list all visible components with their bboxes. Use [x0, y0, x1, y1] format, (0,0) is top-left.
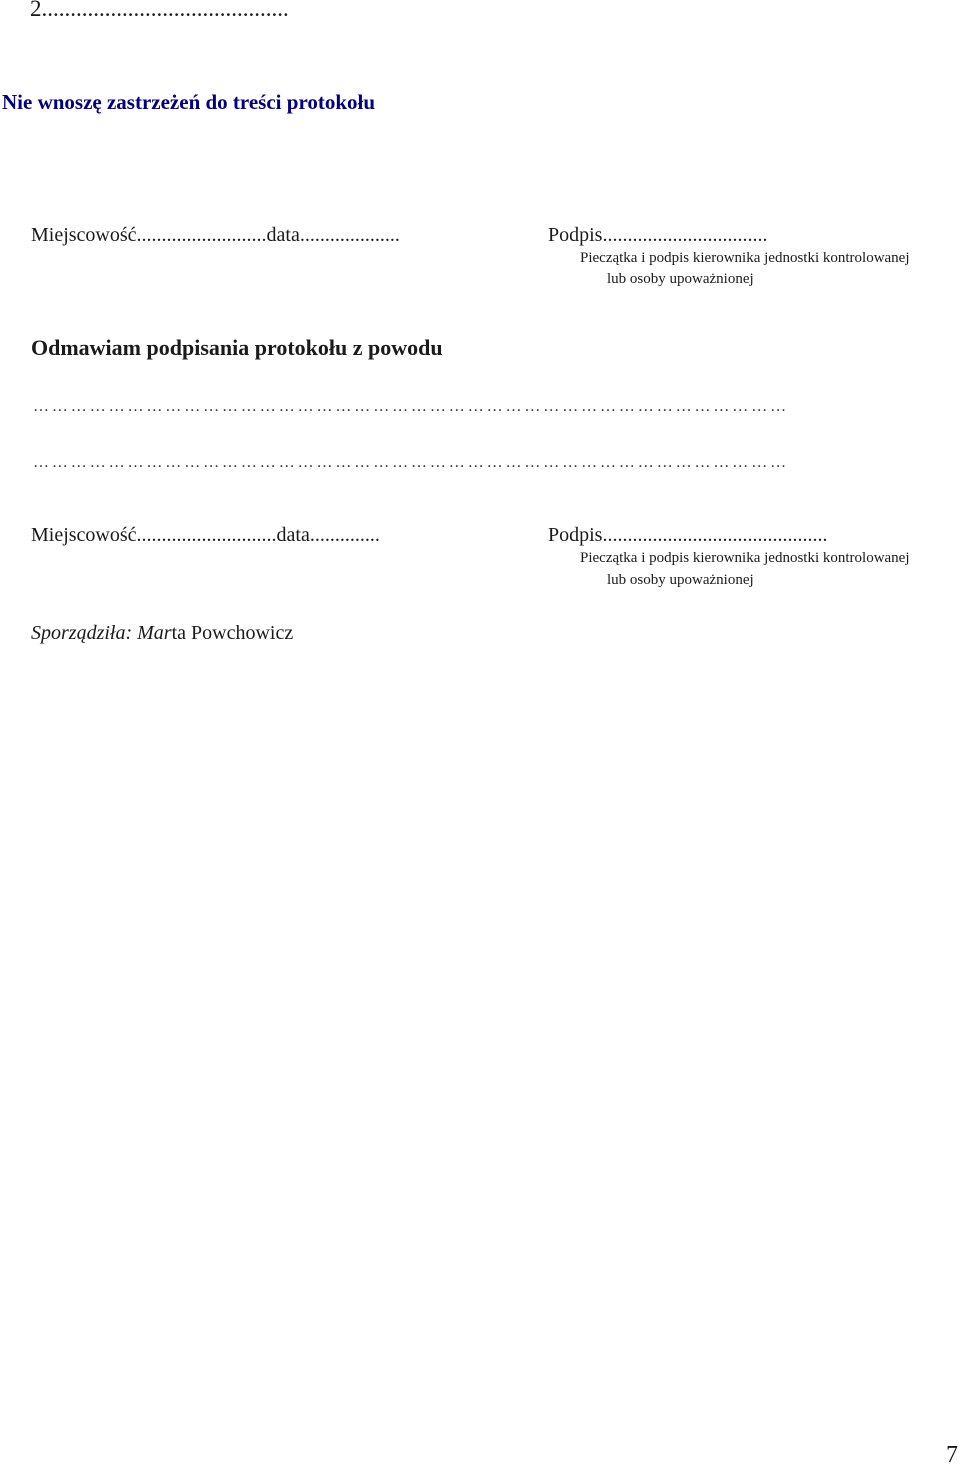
prepared-by-label: Sporządziła: Mar: [31, 622, 172, 644]
signature-field-2: Podpis.............................................: [548, 524, 828, 546]
signature-caption-2-line2: lub osoby upoważnionej: [607, 572, 754, 588]
page-number: 7: [946, 1442, 958, 1468]
reason-line-2: …………………………………………………………………………………………………………: [33, 454, 789, 471]
place-date-field-1: Miejscowość..........................data....................: [31, 224, 400, 246]
reason-line-1: …………………………………………………………………………………………………………: [33, 398, 789, 415]
signature-caption-1-line1: Pieczątka i podpis kierownika jednostki kontrolowanej: [580, 250, 910, 266]
place-date-field-2: Miejscowość............................data..............: [31, 524, 380, 546]
list-item-number: 2...........................................: [30, 0, 289, 21]
signature-caption-1-line2: lub osoby upoważnionej: [607, 271, 754, 287]
signature-caption-2-line1: Pieczątka i podpis kierownika jednostki kontrolowanej: [580, 550, 910, 566]
no-objections-statement: Nie wnoszę zastrzeżeń do treści protokołu: [2, 90, 376, 114]
prepared-by: [31, 622, 293, 645]
prepared-by-name: ta Powchowicz: [171, 622, 294, 644]
signature-field-1: Podpis.................................: [548, 224, 768, 246]
refusal-heading: Odmawiam podpisania protokołu z powodu: [31, 335, 443, 360]
